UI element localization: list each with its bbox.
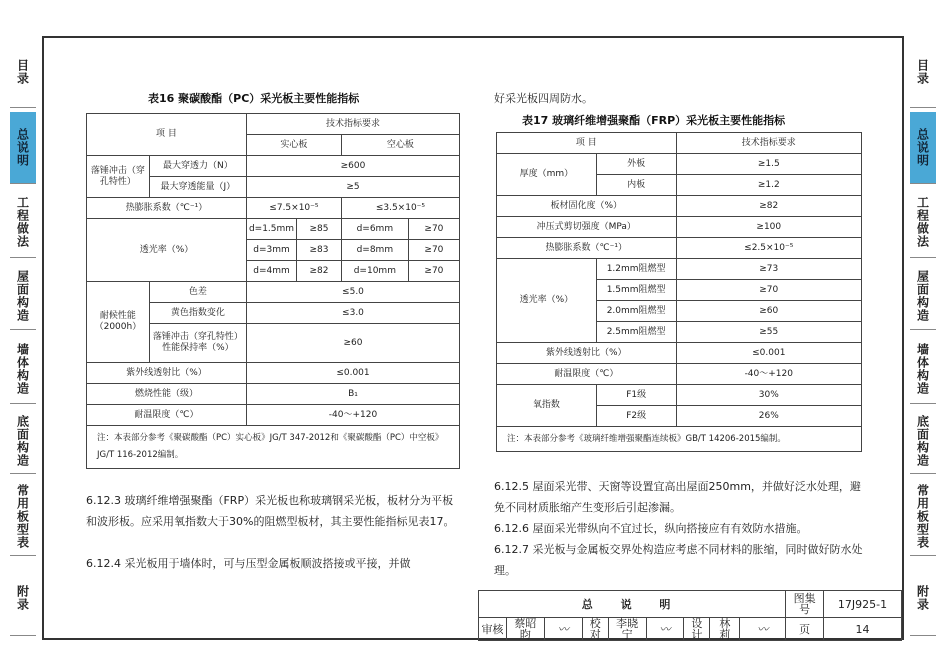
t16-tail-value: -40～+120 (246, 405, 459, 426)
t16-transmit-sv: ≥82 (297, 261, 342, 282)
side-tab-right-1[interactable]: 总说明 (910, 112, 936, 184)
t17-row-label: 冲压式剪切强度（MPa） (497, 217, 677, 238)
t17-row-value: -40～+120 (676, 364, 861, 385)
t17-transmit-sub: 1.2mm阻燃型 (596, 259, 676, 280)
t16-transmit-hd: d=10mm (341, 261, 408, 282)
t17-transmit-value: ≥55 (676, 322, 861, 343)
t17-row-value: ≥100 (676, 217, 861, 238)
para-6-12-5: 6.12.5 屋面采光带、天窗等设置宜高出屋面250mm，并做好泛水处理，避免不同材质胀缩产生变形后引起渗漏。 (494, 480, 861, 514)
t17-oxygen-sub: F2级 (596, 406, 676, 427)
t16-transmit-sv: ≥85 (297, 219, 342, 240)
t17-thickness-sub: 外板 (596, 154, 676, 175)
t17-row-value: ≤0.001 (676, 343, 861, 364)
t16-solid-header: 实心板 (246, 135, 341, 156)
check-label: 校对 (582, 618, 608, 641)
table17 (496, 132, 862, 452)
side-tab-right-5[interactable]: 底面构造 (910, 408, 936, 474)
side-tab-left-6[interactable]: 常用板型表 (10, 478, 36, 556)
t16-tail-label: 紫外线透射比（%） (87, 363, 247, 384)
drawing-title: 总 说 明 (479, 591, 786, 618)
t17-oxygen-value: 26% (676, 406, 861, 427)
t16-transmit-hd: d=8mm (341, 240, 408, 261)
t17-row-label: 紫外线透射比（%） (497, 343, 677, 364)
table17-caption: 表17 玻璃纤维增强聚酯（FRP）采光板主要性能指标 (522, 114, 786, 127)
title-block (478, 590, 902, 641)
t17-row-value: ≥82 (676, 196, 861, 217)
page-label: 页 (786, 618, 824, 641)
t16-transmit-hv: ≥70 (408, 219, 459, 240)
t16-weather-label: 落锤冲击（穿孔特性）性能保持率（%） (149, 324, 246, 363)
t16-tail-label: 耐温限度（℃） (87, 405, 247, 426)
side-tab-left-2[interactable]: 工程做法 (10, 186, 36, 258)
side-tab-right-3[interactable]: 屋面构造 (910, 262, 936, 330)
t16-weather-value: ≤3.0 (246, 303, 459, 324)
t17-transmit-value: ≥60 (676, 301, 861, 322)
side-tab-left-0[interactable]: 目录 (10, 36, 36, 108)
side-tab-left-5[interactable]: 底面构造 (10, 408, 36, 474)
t16-req-header: 技术指标要求 (246, 114, 459, 135)
side-tab-left-3[interactable]: 屋面构造 (10, 262, 36, 330)
t17-oxygen-label: 氧指数 (497, 385, 597, 427)
table16-caption: 表16 聚碳酸酯（PC）采光板主要性能指标 (148, 92, 360, 105)
side-tab-left-7[interactable]: 附录 (10, 560, 36, 636)
t17-note: 注：本表部分参考《玻璃纤维增强聚酯连续板》GB/T 14206-2015编制。 (497, 427, 862, 452)
t17-req-header: 技术指标要求 (676, 133, 861, 154)
t16-thermal-hollow: ≤3.5×10⁻⁵ (341, 198, 459, 219)
t17-transmit-value: ≥73 (676, 259, 861, 280)
side-tab-right-2[interactable]: 工程做法 (910, 186, 936, 258)
t17-row-value: ≤2.5×10⁻⁵ (676, 238, 861, 259)
t16-transmit-hd: d=6mm (341, 219, 408, 240)
t17-row-label: 耐温限度（℃） (497, 364, 677, 385)
t16-impact-label: 最大穿透力（N） (149, 156, 246, 177)
checker-signature: 〰︎ (646, 618, 684, 641)
t17-transmit-label: 透光率（%） (497, 259, 597, 343)
t16-weather-group: 耐候性能（2000h） (87, 282, 150, 363)
para-6-12-7: 6.12.7 采光板与金属板交界处构造应考虑不同材料的胀缩，同时做好防水处理。 (494, 543, 863, 577)
atlas-label: 图集号 (786, 591, 824, 618)
para-6-12-3: 6.12.3 玻璃纤维增强聚酯（FRP）采光板也称玻璃钢采光板，板材分为平板和波形板。应采用氧指数大于30%的阻燃型板材，其主要性能指标见表17。 (86, 494, 455, 528)
t16-transmit-sd: d=1.5mm (246, 219, 296, 240)
t16-tail-value: ≤0.001 (246, 363, 459, 384)
t17-item-header: 项 目 (497, 133, 677, 154)
para-6-12-4: 6.12.4 采光板用于墙体时，可与压型金属板顺波搭接或平接，并做 (86, 557, 411, 570)
t16-impact-value: ≥600 (246, 156, 459, 177)
t16-weather-value: ≤5.0 (246, 282, 459, 303)
t16-weather-value: ≥60 (246, 324, 459, 363)
t16-weather-label: 黄色指数变化 (149, 303, 246, 324)
side-tab-right-6[interactable]: 常用板型表 (910, 478, 936, 556)
reviewer-signature: 〰︎ (544, 618, 582, 641)
t16-note: 注：本表部分参考《聚碳酸酯（PC）实心板》JG/T 347-2012和《聚碳酸酯（PC）中空板》JG/T 116-2012编制。 (87, 426, 460, 469)
para-6-12-6: 6.12.6 屋面采光带纵向不宜过长，纵向搭接应有有效防水措施。 (494, 522, 808, 535)
designer-name: 林 莉 (710, 618, 740, 641)
t17-transmit-sub: 2.0mm阻燃型 (596, 301, 676, 322)
table16 (86, 113, 460, 469)
t16-thermal-solid: ≤7.5×10⁻⁵ (246, 198, 341, 219)
t17-thickness-value: ≥1.5 (676, 154, 861, 175)
t16-impact-value: ≥5 (246, 177, 459, 198)
review-label: 审核 (479, 618, 507, 641)
side-tab-right-4[interactable]: 墙体构造 (910, 334, 936, 404)
t16-transmit-sd: d=3mm (246, 240, 296, 261)
t16-impact-group: 落锤冲击（穿孔特性） (87, 156, 150, 198)
side-tab-left-4[interactable]: 墙体构造 (10, 334, 36, 404)
t16-transmit-label: 透光率（%） (87, 219, 247, 282)
reviewer-name: 蔡昭昀 (506, 618, 544, 641)
t17-oxygen-value: 30% (676, 385, 861, 406)
para-continued: 好采光板四周防水。 (494, 92, 593, 105)
t17-oxygen-sub: F1级 (596, 385, 676, 406)
t16-tail-value: B₁ (246, 384, 459, 405)
checker-name: 李晓宁 (608, 618, 646, 641)
t17-thickness-sub: 内板 (596, 175, 676, 196)
side-tab-right-7[interactable]: 附录 (910, 560, 936, 636)
t17-row-label: 热膨胀系数（℃⁻¹） (497, 238, 677, 259)
t17-transmit-sub: 2.5mm阻燃型 (596, 322, 676, 343)
t16-item-header: 项 目 (87, 114, 247, 156)
t16-transmit-hv: ≥70 (408, 261, 459, 282)
t16-transmit-hv: ≥70 (408, 240, 459, 261)
t17-transmit-value: ≥70 (676, 280, 861, 301)
atlas-number: 17J925-1 (824, 591, 902, 618)
designer-signature: 〰︎ (740, 618, 786, 641)
side-tab-left-1[interactable]: 总说明 (10, 112, 36, 184)
page-number: 14 (824, 618, 902, 641)
design-label: 设计 (684, 618, 710, 641)
t16-hollow-header: 空心板 (341, 135, 459, 156)
t17-row-label: 板材固化度（%） (497, 196, 677, 217)
t16-weather-label: 色差 (149, 282, 246, 303)
t16-tail-label: 燃烧性能（级） (87, 384, 247, 405)
side-tab-right-0[interactable]: 目录 (910, 36, 936, 108)
t16-transmit-sd: d=4mm (246, 261, 296, 282)
t17-thickness-value: ≥1.2 (676, 175, 861, 196)
t16-thermal-label: 热膨胀系数（℃⁻¹） (87, 198, 247, 219)
t16-transmit-sv: ≥83 (297, 240, 342, 261)
t16-impact-label: 最大穿透能量（J） (149, 177, 246, 198)
t17-thickness-label: 厚度（mm） (497, 154, 597, 196)
t17-transmit-sub: 1.5mm阻燃型 (596, 280, 676, 301)
